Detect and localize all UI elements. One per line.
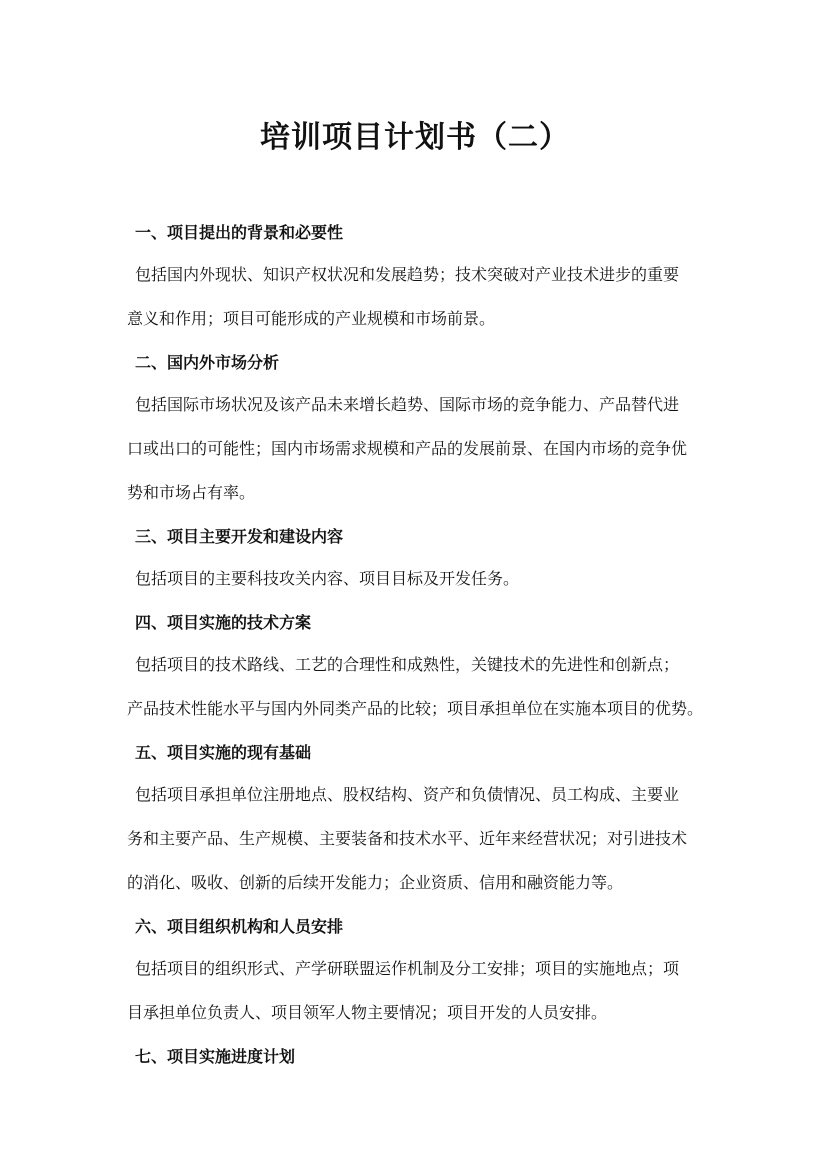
section-paragraph-line: 势和市场占有率。 — [127, 483, 256, 502]
section-paragraph-line: 目承担单位负责人、项目领军人物主要情况；项目开发的人员安排。 — [127, 1003, 608, 1022]
section-paragraph-line: 的消化、吸收、创新的后续开发能力；企业资质、信用和融资能力等。 — [127, 873, 624, 892]
section-paragraph-line: 包括国内外现状、知识产权状况和发展趋势；技术突破对产业技术进步的重要 — [135, 265, 680, 284]
section-heading: 一、项目提出的背景和必要性 — [135, 223, 344, 242]
section-heading: 三、项目主要开发和建设内容 — [135, 527, 344, 546]
section-heading: 五、项目实施的现有基础 — [135, 743, 312, 762]
section-paragraph-line: 包括项目承担单位注册地点、股权结构、资产和负债情况、员工构成、主要业 — [135, 785, 680, 804]
document-title: 培训项目计划书（二） — [260, 120, 570, 155]
section-heading: 四、项目实施的技术方案 — [135, 613, 312, 632]
section-heading: 六、项目组织机构和人员安排 — [135, 917, 344, 936]
section-heading: 二、国内外市场分析 — [135, 353, 280, 372]
document-body — [127, 212, 717, 1078]
section-heading: 七、项目实施进度计划 — [135, 1047, 296, 1066]
section-paragraph-line: 产品技术性能水平与国内外同类产品的比较；项目承担单位在实施本项目的优势。 — [127, 699, 704, 718]
section-paragraph-line: 包括项目的技术路线、工艺的合理性和成熟性，关键技术的先进性和创新点； — [135, 655, 680, 674]
section-paragraph-line: 口或出口的可能性；国内市场需求规模和产品的发展前景、在国内市场的竞争优 — [127, 439, 688, 458]
section-paragraph-line: 意义和作用；项目可能形成的产业规模和市场前景。 — [127, 309, 496, 328]
section-paragraph-line: 务和主要产品、生产规模、主要装备和技术水平、近年来经营状况；对引进技术 — [127, 829, 688, 848]
section-paragraph-line: 包括国际市场状况及该产品未来增长趋势、国际市场的竞争能力、产品替代进 — [135, 395, 680, 414]
section-paragraph-line: 包括项目的组织形式、产学研联盟运作机制及分工安排；项目的实施地点；项 — [135, 959, 680, 978]
section-paragraph-line: 包括项目的主要科技攻关内容、项目目标及开发任务。 — [135, 569, 520, 588]
